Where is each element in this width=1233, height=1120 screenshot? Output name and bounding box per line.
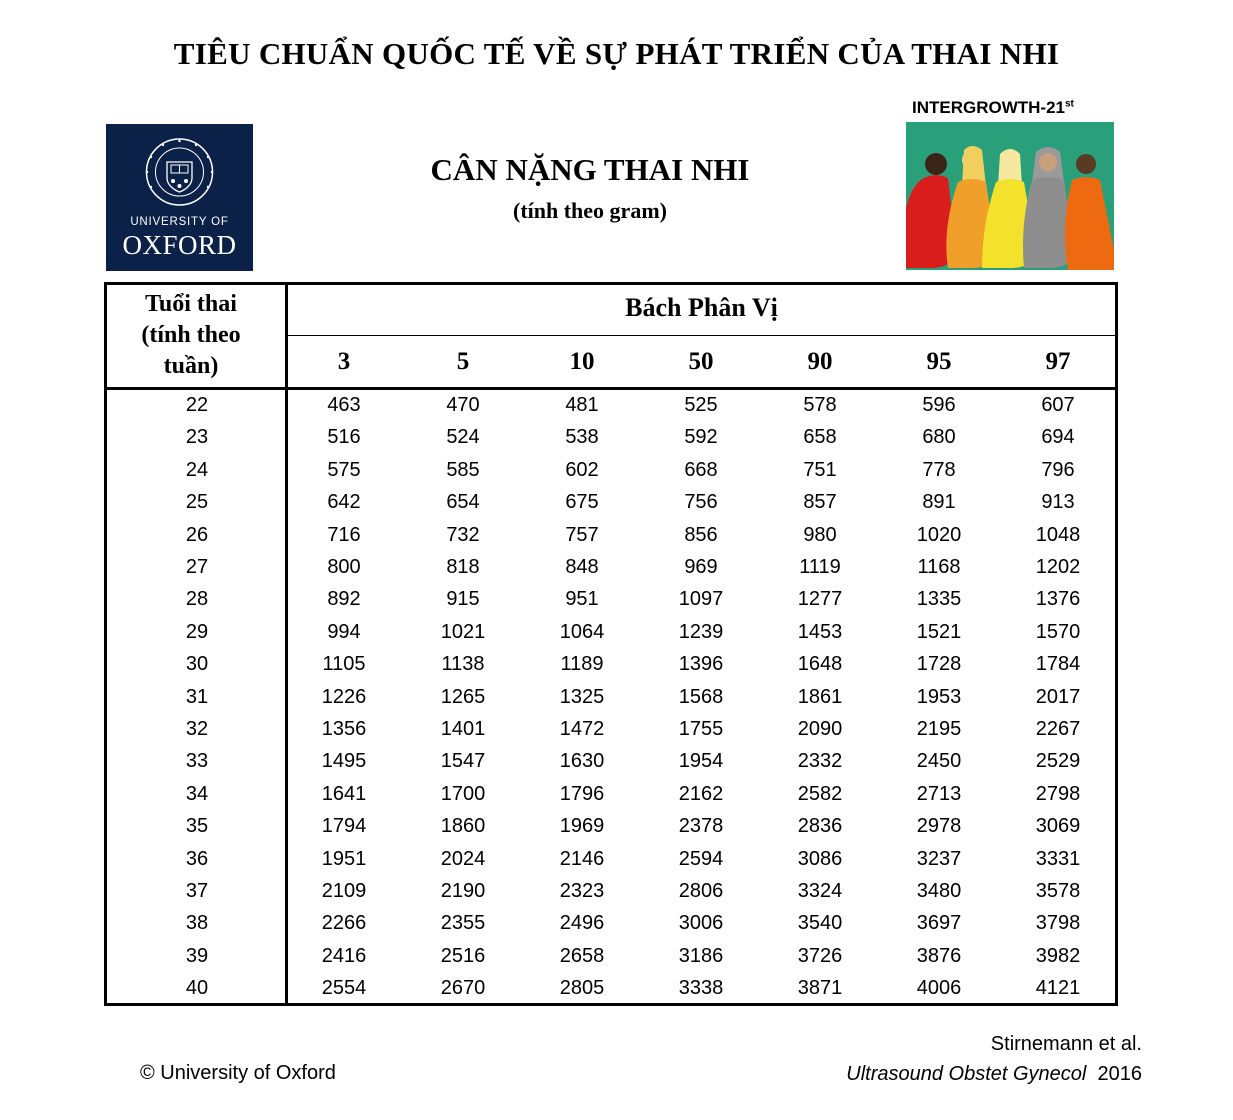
- weight-cell: 2529: [1035, 750, 1081, 773]
- weight-cell: 2146: [559, 847, 605, 870]
- weight-cell: 1700: [440, 782, 486, 805]
- fetal-weight-table: [104, 282, 1118, 1006]
- table-row: [107, 876, 1115, 908]
- weight-cell: 1048: [1035, 523, 1081, 546]
- weight-cell: 1796: [559, 782, 605, 805]
- weight-cell: 1521: [916, 620, 962, 643]
- percentile-header: 97: [1045, 348, 1071, 375]
- weight-cell: 3540: [797, 912, 843, 935]
- percentile-header: 50: [688, 348, 714, 375]
- weight-cell: 800: [327, 556, 361, 578]
- gestational-week-cell: 33: [185, 750, 209, 773]
- weight-cell: 1265: [440, 685, 486, 708]
- weight-cell: 1630: [559, 750, 605, 773]
- weight-cell: 578: [803, 394, 837, 416]
- weight-cell: 607: [1041, 394, 1075, 416]
- weight-cell: 951: [565, 588, 599, 611]
- table-row: [107, 746, 1115, 778]
- weight-cell: 716: [327, 523, 361, 546]
- weight-cell: 2450: [916, 750, 962, 773]
- gestational-age-header-line: (tính theo: [141, 322, 241, 348]
- weight-cell: 1401: [440, 718, 486, 740]
- weight-cell: 1239: [678, 620, 724, 643]
- table-row: [107, 844, 1115, 876]
- weight-cell: 2806: [678, 880, 724, 902]
- table-row: [107, 779, 1115, 811]
- weight-cell: 969: [684, 556, 718, 578]
- table-row: [107, 941, 1115, 973]
- weight-cell: 1794: [321, 815, 367, 838]
- weight-cell: 1861: [797, 685, 843, 708]
- weight-cell: 3798: [1035, 912, 1081, 935]
- weight-cell: 732: [446, 523, 480, 546]
- weight-cell: 694: [1041, 426, 1075, 449]
- weight-cell: 891: [922, 491, 956, 514]
- weight-cell: 856: [684, 523, 718, 546]
- weight-cell: 2416: [321, 944, 367, 967]
- weight-cell: 1097: [678, 588, 724, 611]
- table-row: [107, 973, 1115, 1005]
- weight-cell: 848: [565, 556, 599, 578]
- weight-cell: 2582: [797, 782, 843, 805]
- weight-cell: 2658: [559, 944, 605, 967]
- table-row: [107, 682, 1115, 714]
- weight-cell: 3237: [916, 847, 962, 870]
- percentile-header: 95: [926, 348, 952, 375]
- weight-cell: 3186: [678, 944, 724, 967]
- weight-cell: 1728: [916, 653, 962, 676]
- weight-cell: 3871: [797, 977, 843, 1000]
- weight-cell: 2323: [559, 880, 605, 902]
- weight-cell: 1376: [1035, 588, 1081, 611]
- weight-cell: 2978: [916, 815, 962, 838]
- weight-cell: 481: [565, 394, 599, 416]
- gestational-week-cell: 35: [185, 815, 209, 838]
- weight-cell: 642: [327, 491, 361, 514]
- weight-cell: 1954: [678, 750, 724, 773]
- weight-cell: 1495: [321, 750, 367, 773]
- weight-cell: 1226: [321, 685, 367, 708]
- percentile-header: 5: [456, 348, 470, 375]
- weight-cell: 463: [327, 394, 361, 416]
- gestational-week-cell: 34: [185, 782, 209, 805]
- weight-cell: 892: [327, 588, 361, 611]
- gestational-week-cell: 23: [185, 426, 209, 449]
- gestational-week-cell: 32: [185, 718, 209, 740]
- table-row: [107, 714, 1115, 746]
- weight-cell: 668: [684, 458, 718, 481]
- weight-cell: 1568: [678, 685, 724, 708]
- footer-author: Stirnemann et al.: [990, 1033, 1142, 1055]
- weight-cell: 2805: [559, 977, 605, 1000]
- weight-cell: 592: [684, 426, 718, 449]
- weight-cell: 2195: [916, 718, 962, 740]
- weight-cell: 1020: [916, 523, 962, 546]
- weight-cell: 1119: [799, 556, 841, 578]
- weight-cell: 980: [803, 523, 837, 546]
- weight-cell: 915: [446, 588, 480, 611]
- weight-cell: 1021: [440, 620, 486, 643]
- weight-cell: 2332: [797, 750, 843, 773]
- weight-cell: 470: [446, 394, 480, 416]
- weight-cell: 3069: [1035, 815, 1081, 838]
- gestational-week-cell: 30: [185, 653, 209, 676]
- weight-cell: 3338: [678, 977, 724, 1000]
- footer-copyright: © University of Oxford: [140, 1062, 336, 1084]
- gestational-week-cell: 38: [185, 912, 209, 935]
- weight-cell: 658: [803, 426, 837, 449]
- weight-cell: 2798: [1035, 782, 1081, 805]
- weight-cell: 2017: [1035, 685, 1081, 708]
- intergrowth-label-text: INTERGROWTH-21: [912, 98, 1065, 117]
- weight-cell: 1335: [916, 588, 962, 611]
- weight-cell: 4006: [916, 977, 962, 1000]
- weight-cell: 675: [565, 491, 599, 514]
- gestational-week-cell: 22: [185, 394, 209, 416]
- gestational-week-cell: 27: [185, 556, 209, 578]
- unit-note: (tính theo gram): [513, 198, 667, 223]
- gestational-age-header: [107, 289, 275, 382]
- weight-cell: 3086: [797, 847, 843, 870]
- weight-cell: 1547: [440, 750, 486, 773]
- page-title: TIÊU CHUẨN QUỐC TẾ VỀ SỰ PHÁT TRIỂN CỦA THAI NHI: [173, 36, 1060, 71]
- percentile-header: 3: [337, 348, 351, 375]
- weight-cell: 2713: [916, 782, 962, 805]
- weight-cell: 757: [565, 523, 599, 546]
- weight-cell: 2266: [321, 912, 367, 935]
- weight-cell: 751: [803, 458, 837, 481]
- weight-cell: 524: [446, 426, 480, 449]
- gestational-week-cell: 31: [185, 685, 209, 708]
- gestational-week-cell: 29: [185, 620, 209, 643]
- weight-cell: 3876: [916, 944, 962, 967]
- weight-cell: 3578: [1035, 880, 1081, 902]
- weight-cell: 2267: [1035, 718, 1081, 740]
- intergrowth-label-sup: st: [1065, 98, 1074, 110]
- weight-cell: 1570: [1035, 620, 1081, 643]
- weight-cell: 756: [684, 491, 718, 514]
- weight-cell: 1396: [678, 653, 724, 676]
- weight-cell: 2355: [440, 912, 486, 935]
- weight-cell: 3331: [1035, 847, 1081, 870]
- percentile-header: 10: [569, 348, 595, 375]
- weight-cell: 1951: [321, 847, 367, 870]
- weight-cell: 1969: [559, 815, 605, 838]
- weight-cell: 857: [803, 491, 837, 514]
- weight-cell: 2670: [440, 977, 486, 1000]
- weight-cell: 1453: [797, 620, 843, 643]
- gestational-week-cell: 26: [185, 523, 209, 546]
- weight-cell: 1755: [678, 718, 724, 740]
- gestational-age-header-line: tuần): [163, 353, 219, 379]
- weight-cell: 585: [446, 458, 480, 481]
- oxford-logo: [106, 124, 253, 271]
- table-row: [107, 908, 1115, 940]
- table-row: [107, 422, 1115, 454]
- weight-cell: 538: [565, 426, 599, 449]
- gestational-week-cell: 25: [185, 491, 209, 514]
- weight-cell: 818: [446, 556, 480, 578]
- gestational-week-cell: 40: [185, 977, 209, 1000]
- weight-cell: 3480: [916, 880, 962, 902]
- gestational-week-cell: 28: [185, 588, 209, 611]
- weight-cell: 3324: [797, 880, 843, 902]
- weight-cell: 602: [565, 458, 599, 481]
- oxford-logo-line1: UNIVERSITY OF: [130, 216, 229, 228]
- weight-cell: 596: [922, 394, 956, 416]
- weight-cell: 1138: [441, 653, 485, 676]
- weight-cell: 3006: [678, 912, 724, 935]
- table-row: [107, 552, 1115, 584]
- weight-cell: 525: [684, 394, 718, 416]
- weight-cell: 1189: [560, 653, 604, 676]
- table-row: [107, 487, 1115, 519]
- weight-cell: 2516: [440, 944, 486, 967]
- table-row: [107, 520, 1115, 552]
- weight-cell: 1648: [797, 653, 843, 676]
- weight-cell: 2378: [678, 815, 724, 838]
- intergrowth-label: [912, 98, 1074, 118]
- gestational-week-cell: 37: [185, 880, 209, 902]
- gestational-week-cell: 39: [185, 944, 209, 967]
- weight-cell: 654: [446, 491, 480, 514]
- percentile-rule: [288, 335, 1115, 336]
- percentile-header: 90: [807, 348, 833, 375]
- weight-cell: 1325: [559, 685, 605, 708]
- weight-cell: 913: [1041, 491, 1075, 514]
- weight-cell: 575: [327, 458, 361, 481]
- weight-cell: 2109: [321, 880, 367, 902]
- weight-cell: 1641: [321, 782, 367, 805]
- weight-cell: 516: [327, 426, 361, 449]
- weight-cell: 778: [922, 458, 956, 481]
- weight-cell: 3982: [1035, 944, 1081, 967]
- weight-cell: 1064: [559, 620, 605, 643]
- weight-cell: 2554: [321, 977, 367, 1000]
- weight-cell: 2162: [678, 782, 724, 805]
- table-row: [107, 811, 1115, 843]
- weight-cell: 1784: [1035, 653, 1081, 676]
- table-row: [107, 390, 1115, 422]
- weight-cell: 994: [327, 620, 361, 643]
- weight-cell: 2024: [440, 847, 486, 870]
- weight-cell: 2836: [797, 815, 843, 838]
- weight-cell: 796: [1041, 458, 1075, 481]
- intergrowth-women-illustration: [906, 122, 1114, 270]
- weight-cell: 1168: [917, 556, 961, 578]
- weight-cell: 2496: [559, 912, 605, 935]
- weight-cell: 1202: [1035, 556, 1081, 578]
- weight-cell: 2594: [678, 847, 724, 870]
- weight-cell: 1277: [797, 588, 843, 611]
- footer-journal-name: Ultrasound Obstet Gynecol: [846, 1063, 1087, 1085]
- percentile-group-header: Bách Phân Vị: [625, 293, 778, 322]
- weight-cell: 4121: [1035, 977, 1081, 1000]
- weight-cell: 1472: [559, 718, 605, 740]
- gestational-week-cell: 24: [185, 458, 209, 481]
- weight-cell: 1356: [321, 718, 367, 740]
- oxford-logo-line2: OXFORD: [122, 230, 237, 260]
- chart-subtitle: CÂN NẶNG THAI NHI: [430, 152, 750, 187]
- table-row: [107, 649, 1115, 681]
- weight-cell: 2090: [797, 718, 843, 740]
- gestational-week-cell: 36: [185, 847, 209, 870]
- weight-cell: 3726: [797, 944, 843, 967]
- weight-cell: 1105: [322, 653, 366, 676]
- weight-cell: 680: [922, 426, 956, 449]
- gestational-age-header-line: Tuổi thai: [145, 291, 237, 317]
- footer-citation: [846, 1063, 1142, 1086]
- weight-cell: 3697: [916, 912, 962, 935]
- table-row: [107, 584, 1115, 616]
- weight-cell: 1953: [916, 685, 962, 708]
- weight-cell: 1860: [440, 815, 486, 838]
- table-row: [107, 455, 1115, 487]
- footer-year: 2016: [1097, 1063, 1142, 1085]
- table-row: [107, 617, 1115, 649]
- weight-cell: 2190: [440, 880, 486, 902]
